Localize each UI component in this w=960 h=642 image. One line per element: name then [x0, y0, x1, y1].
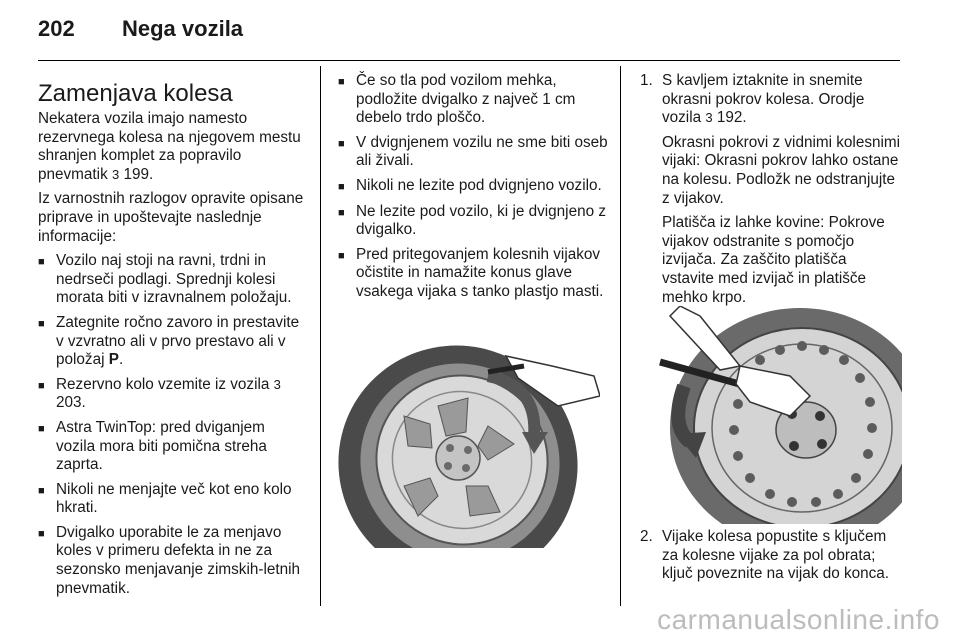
list-item: ■ Astra TwinTop: pred dviganjem vozila mora biti pomična streha zaprta. — [38, 418, 267, 474]
reference-arrow-icon: 3 — [111, 166, 120, 182]
chapter-title: Nega vozila — [122, 16, 244, 41]
column-divider — [620, 66, 621, 606]
bullet-icon: ■ — [338, 249, 345, 262]
list-item: ■ Nikoli ne lezite pod dvignjeno vozilo. — [338, 177, 608, 197]
list-item: ■ Ne lezite pod vozilo, ki je dvignjeno z dvigalko. — [338, 202, 606, 239]
reference-arrow-icon: 3 — [705, 110, 713, 126]
watermark: carmanualsonline.info — [657, 604, 940, 635]
bullet-icon: ■ — [38, 256, 45, 269]
bullet-icon: ■ — [338, 180, 345, 193]
list-item: ■ V dvignjenem vozilu ne sme biti oseb ali živali. — [338, 133, 608, 170]
list-item: ■ Vozilo naj stoji na ravni, trdni in nedrseči podlagi. Sprednji kolesi morata biti v izravnalnem položaju. — [38, 252, 292, 307]
step-1-note-2: Platišča iz lahke kovine: Pokrove vijakov odstranite s pomočjo izvijača. Za zaščito platišča vstavite med izvijač in platišče mehko krpo. — [662, 214, 885, 306]
step-1-note-1: Okrasni pokrovi z vidnimi kolesnimi vijaki: Okrasni pokrov lahko ostane na kolesu. Podložk ne odstranjujte z vijakov. — [662, 133, 901, 207]
bullet-icon: ■ — [38, 379, 45, 392]
hubcap-wheel-drawing — [338, 336, 600, 548]
reference-arrow-icon: 3 — [273, 376, 281, 392]
hubcap-removal-illustration — [338, 336, 600, 548]
page-header — [38, 14, 243, 44]
column-1 — [38, 72, 308, 604]
column-3-lower — [640, 528, 902, 590]
page-number: 202 — [38, 16, 75, 41]
list-item: ■ Rezervno kolo vzemite iz vozila 3 203. — [38, 375, 281, 412]
bullet-icon: ■ — [338, 206, 345, 219]
bullet-icon: ■ — [38, 422, 45, 435]
header-rule — [38, 60, 900, 61]
list-item: ■ Nikoli ne menjajte več kot eno kolo hkrati. — [38, 480, 292, 517]
wrench-wheel-drawing — [640, 306, 902, 524]
column-2 — [338, 72, 608, 308]
list-item: ■ Dvigalko uporabite le za menjavo koles v primeru defekta in ne za sezonsko menjavanje zimskih-letnih pnevmatik. — [38, 523, 301, 597]
section-title: Zamenjava kolesa — [38, 80, 233, 107]
intro-paragraph-2: Iz varnostnih razlogov opravite opisane priprave in upoštevajte naslednje informacije: — [38, 190, 304, 245]
list-item: 1. S kavljem iztaknite in snemite okrasni pokrov kolesa. Orodje vozila 3 192. — [640, 72, 865, 127]
bullet-icon: ■ — [38, 527, 45, 540]
column-divider — [320, 66, 321, 606]
list-item: ■ Zategnite ročno zavoro in prestavite v vzvratno ali v prvo prestavo ali v položaj P. — [38, 313, 300, 369]
bullet-icon: ■ — [338, 76, 345, 88]
bullet-icon: ■ — [338, 137, 345, 150]
bullet-icon: ■ — [38, 317, 45, 330]
list-item: 2. Vijake kolesa popustite s ključem za kolesne vijake za pol obrata; ključ poveznite na vijak do konca. — [640, 528, 890, 583]
column-3 — [640, 72, 902, 313]
wheel-bolt-loosening-illustration — [640, 306, 902, 524]
list-item: ■ Če so tla pod vozilom mehka, podložite dvigalko z največ 1 cm debelo trdo ploščo. — [338, 72, 576, 127]
list-item: ■ Pred pritegovanjem kolesnih vijakov očistite in namažite konus glave vsakega vijaka s tanko plastjo masti. — [338, 245, 604, 300]
bullet-icon: ■ — [38, 484, 45, 497]
intro-paragraph-1: Nekatera vozila imajo namesto rezervnega kolesa na njegovem mestu shranjen komplet za popravilo pnevmatik 3 199. — [38, 110, 301, 183]
